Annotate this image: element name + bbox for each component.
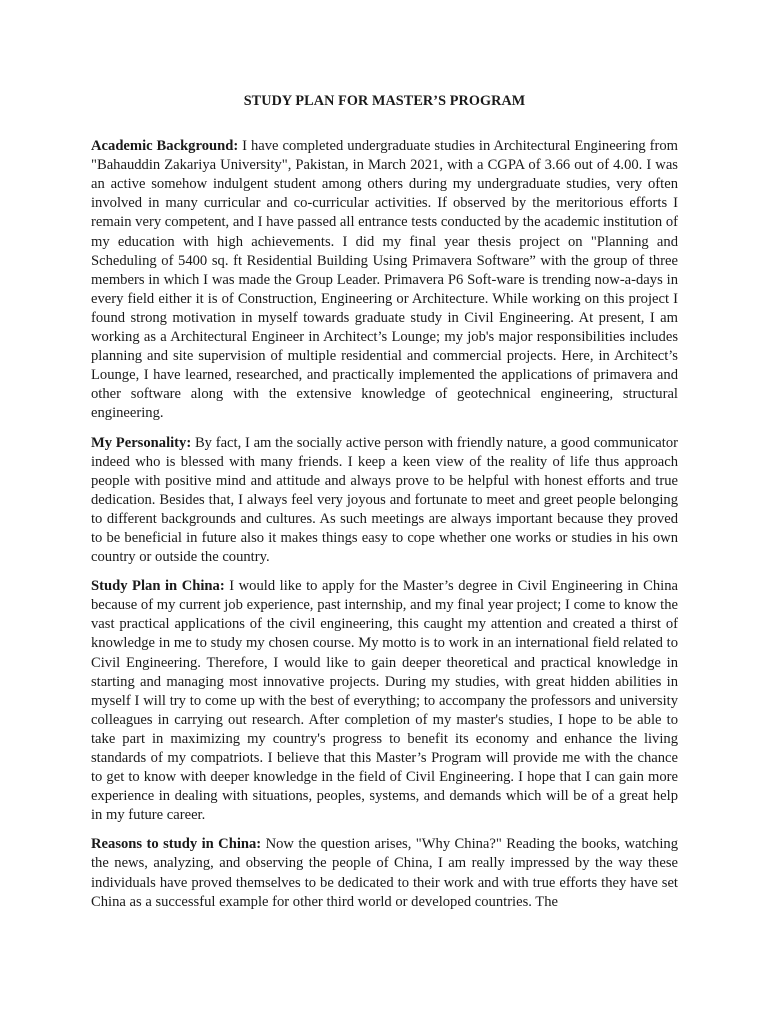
document-page (91, 92, 678, 912)
document-title: STUDY PLAN FOR MASTER’S PROGRAM (243, 93, 526, 109)
section-body: I would like to apply for the Master’s degree in Civil Engineering in China because of my current job experience, past internship, and my final year project; I come to know the vast practical applications of the civil engineering, this caught my attention and created a thirst of knowledge in me to study my chosen course. My motto is to work in an international field related to Civil Engineering. Therefore, I would like to gain deeper theoretical and practical knowledge in starting and managing most innovative projects. During my studies, with great hidden abilities in myself I will try to come up with the best of everything; to accompany the professors and university colleagues in carrying out research. After completion of my master's studies, I hope to be able to take part in maximizing my country's progress to benefit its economy and enhance the living standards of my compatriots. I believe that this Master’s Program will provide me with the chance to get to know with deeper knowledge in the field of Civil Engineering. I hope that I can gain more experience in dealing with situations, peoples, systems, and demands which will be of a great help in my future career. (91, 578, 678, 824)
section-body: Now the question arises, "Why China?" Reading the books, watching the news, analyzing, and observing the people of China, I am really impressed by the way these individuals have proved themselves to be dedicated to their work and with true efforts they have set China as a successful example for other third world or developed countries. The (91, 836, 678, 910)
section-heading: My Personality: (91, 434, 192, 451)
section-heading: Academic Background: (91, 138, 239, 155)
section-body: By fact, I am the socially active person with friendly nature, a good communicator indeed who is blessed with many friends. I keep a keen view of the reality of life thus approach people with positive mind and attitude and always prove to be helpful with honest efforts and true dedication. Besides that, I always feel very joyous and fortunate to meet and greet people belonging to different backgrounds and cultures. As such meetings are always important because they proved to be beneficial in future also it makes things easy to cope whether one works or studies in his own country or outside the country. (91, 434, 678, 566)
section-my-personality (91, 434, 678, 568)
section-heading: Reasons to study in China: (91, 836, 262, 853)
section-academic-background (91, 137, 678, 423)
section-study-plan-in-china (91, 577, 678, 825)
section-body: I have completed undergraduate studies in Architectural Engineering from "Bahauddin Zakariya University", Pakistan, in March 2021, with a CGPA of 3.66 out of 4.00. I was an active somehow indulgent student among others during my undergraduate studies, very often involved in many curricular and co-curricular activities. If observed by the meritorious efforts I remain very competent, and I have passed all entrance tests conducted by the academic institution of my education with high achievements. I did my final year thesis project on "Planning and Scheduling of 5400 sq. ft Residential Building Using Primavera Software” with the group of three members in which I was made the Group Leader. Primavera P6 Soft-ware is trending now-a-days in every field either it is of Construction, Engineering or Architecture. While working on this project I found strong motivation in myself towards graduate study in Civil Engineering. At present, I am working as a Architectural Engineer in Architect’s Lounge; my job's major responsibilities includes planning and site supervision of multiple residential and commercial projects. Here, in Architect’s Lounge, I have learned, researched, and practically implemented the applications of primavera and other software along with the extensive knowledge of geotechnical engineering, structural engineering. (91, 138, 678, 422)
section-reasons-to-study-in-china (91, 835, 678, 911)
section-heading: Study Plan in China: (91, 578, 225, 595)
